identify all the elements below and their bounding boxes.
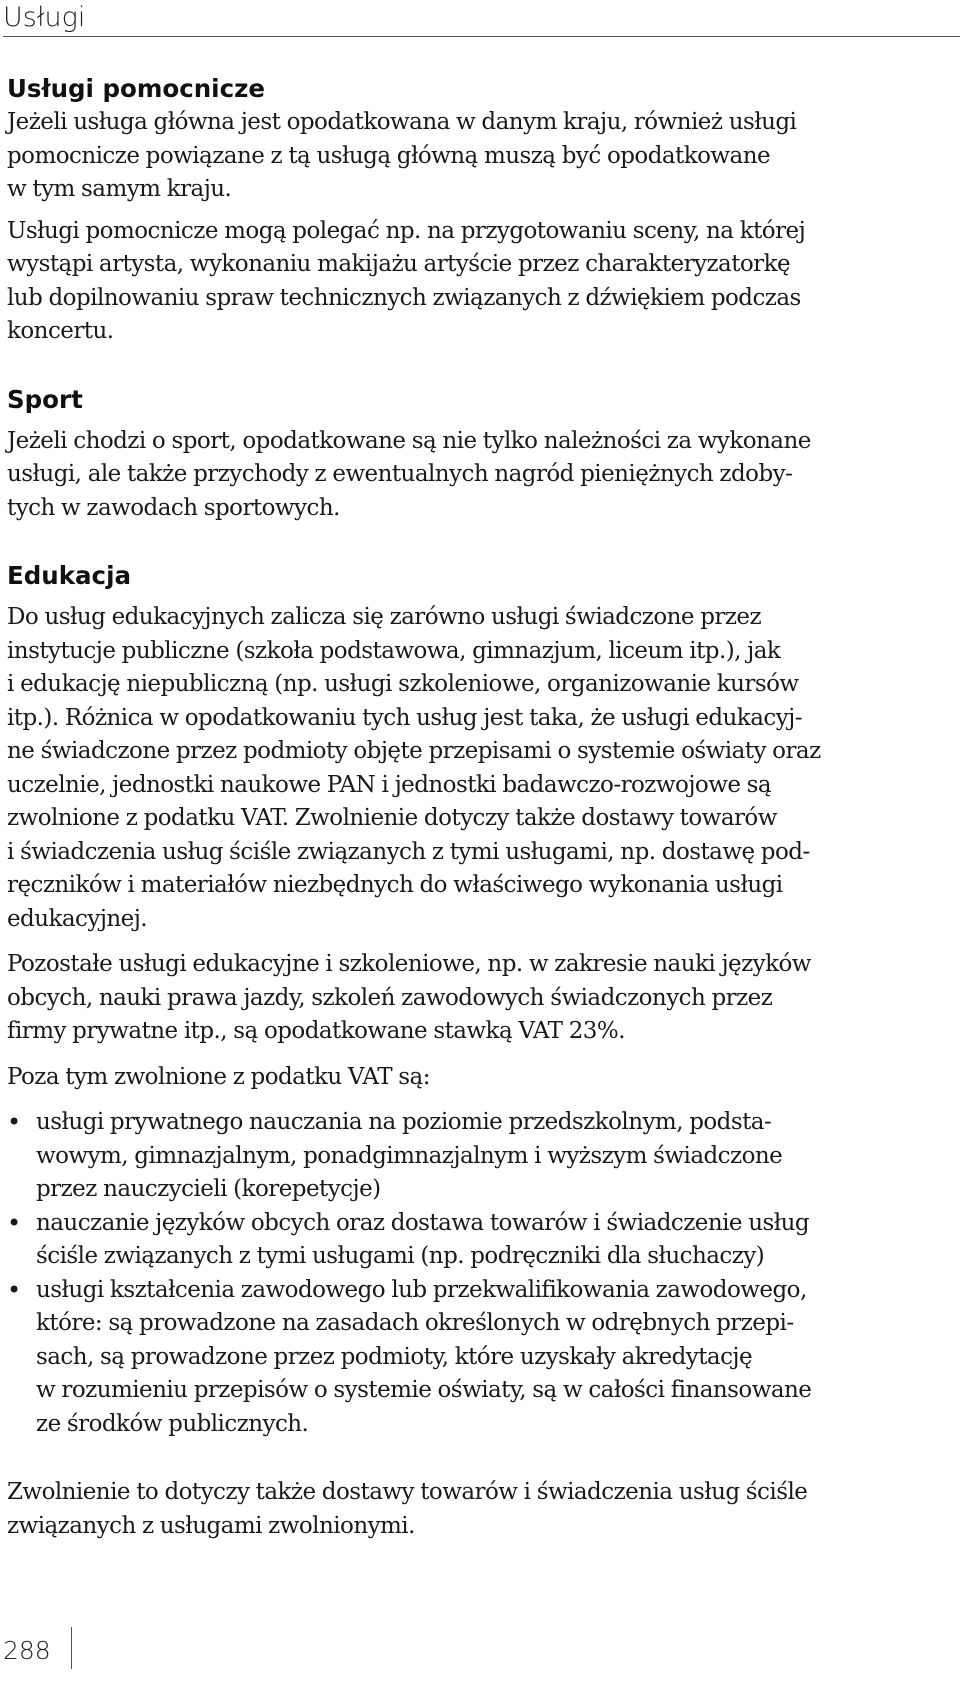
text-line: edukacyjnej.: [7, 905, 148, 932]
text-line: w tym samym kraju.: [7, 176, 232, 202]
heading-edukacja: Edukacja: [7, 561, 131, 590]
paragraph-edukacja-3: [7, 1061, 957, 1095]
text-line: usługi, ale także przychody z ewentualnych nagród pieniężnych zdoby-: [7, 461, 793, 487]
paragraph-sport-1: [7, 425, 957, 526]
text-line: itp.). Różnica w opodatkowaniu tych usług jest taka, że usługi edukacyj-: [7, 704, 802, 731]
heading-uslugi-pomocnicze: Usługi pomocnicze: [7, 74, 265, 103]
list-item: [7, 1274, 957, 1442]
paragraph-edukacja-1: [7, 601, 957, 936]
text-line: Jeżeli chodzi o sport, opodatkowane są nie tylko należności za wykonane: [7, 427, 811, 454]
text-line: Usługi pomocnicze mogą polegać np. na przygotowaniu sceny, na której: [7, 217, 806, 244]
text-line: zwolnione z podatku VAT. Zwolnienie dotyczy także dostawy towarów: [7, 805, 777, 831]
exemption-list: [7, 1106, 957, 1441]
heading-sport: Sport: [7, 384, 83, 414]
text-line: Poza tym zwolnione z podatku VAT są:: [7, 1063, 430, 1090]
text-line: uczelnie, jednostki naukowe PAN i jednostki badawczo-rozwojowe są: [7, 771, 772, 798]
text-line: związanych z usługami zwolnionymi.: [7, 1512, 415, 1539]
bullet-icon: •: [7, 1208, 21, 1237]
text-line: instytucje publiczne (szkoła podstawowa, gimnazjum, liceum itp.), jak: [7, 637, 781, 664]
text-line: koncertu.: [7, 318, 114, 344]
list-item: [7, 1207, 957, 1274]
bullet-icon: •: [7, 1108, 21, 1136]
text-line: Zwolnienie to dotyczy także dostawy towarów i świadczenia usług ściśle: [7, 1479, 808, 1505]
text-line: ręczników i materiałów niezbędnych do właściwego wykonania usługi: [7, 872, 783, 898]
text-line: w rozumieniu przepisów o systemie oświaty, są w całości finansowane: [36, 1377, 812, 1403]
footer-divider: [71, 1627, 72, 1669]
text-line: firmy prywatne itp., są opodatkowane stawką VAT 23%.: [7, 1018, 625, 1044]
text-line: pomocnicze powiązane z tą usługą główną muszą być opodatkowane: [7, 142, 771, 169]
text-line: tych w zawodach sportowych.: [7, 494, 340, 521]
paragraph-edukacja-4: [7, 1476, 957, 1543]
text-line: obcych, nauki prawa jazdy, szkoleń zawodowych świadczonych przez: [7, 984, 773, 1011]
paragraph-edukacja-2: [7, 948, 957, 1049]
text-line: wystąpi artysta, wykonaniu makijażu artyście przez charakteryzatorkę: [7, 251, 791, 277]
paragraph-pomocnicze-1: [7, 106, 957, 207]
text-line: lub dopilnowaniu spraw technicznych związanych z dźwiękiem podczas: [7, 284, 801, 311]
text-line: wowym, gimnazjalnym, ponadgimnazjalnym i wyższym świadczone: [36, 1142, 783, 1169]
text-line: sach, są prowadzone przez podmioty, które uzyskały akredytację: [36, 1343, 753, 1370]
text-line: Pozostałe usługi edukacyjne i szkoleniowe, np. w zakresie nauki języków: [7, 951, 811, 977]
text-line: ne świadczone przez podmioty objęte przepisami o systemie oświaty oraz: [7, 738, 821, 764]
text-line: nauczanie języków obcych oraz dostawa towarów i świadczenie usług: [36, 1209, 810, 1236]
text-line: i świadczenia usług ściśle związanych z tymi usługami, np. dostawę pod-: [7, 838, 810, 865]
paragraph-pomocnicze-2: [7, 215, 957, 349]
text-line: Jeżeli usługa główna jest opodatkowana w danym kraju, również usługi: [7, 109, 797, 135]
running-header: Usługi: [3, 2, 86, 33]
text-line: które: są prowadzone na zasadach określonych w odrębnych przepi-: [36, 1310, 794, 1336]
page-content: [7, 72, 957, 1543]
text-line: Do usług edukacyjnych zalicza się zarówno usługi świadczone przez: [7, 604, 762, 630]
text-line: przez nauczycieli (korepetycje): [36, 1176, 381, 1202]
bullet-icon: •: [7, 1275, 21, 1304]
page-number: 288: [3, 1636, 51, 1665]
text-line: i edukację niepubliczną (np. usługi szkoleniowe, organizowanie kursów: [7, 671, 799, 697]
header-divider: [3, 36, 960, 37]
text-line: ściśle związanych z tymi usługami (np. podręczniki dla słuchaczy): [36, 1243, 765, 1269]
text-line: usługi prywatnego nauczania na poziomie przedszkolnym, podsta-: [36, 1109, 772, 1135]
text-line: usługi kształcenia zawodowego lub przekwalifikowania zawodowego,: [36, 1276, 807, 1303]
list-item: [7, 1106, 957, 1207]
text-line: ze środków publicznych.: [36, 1410, 309, 1437]
